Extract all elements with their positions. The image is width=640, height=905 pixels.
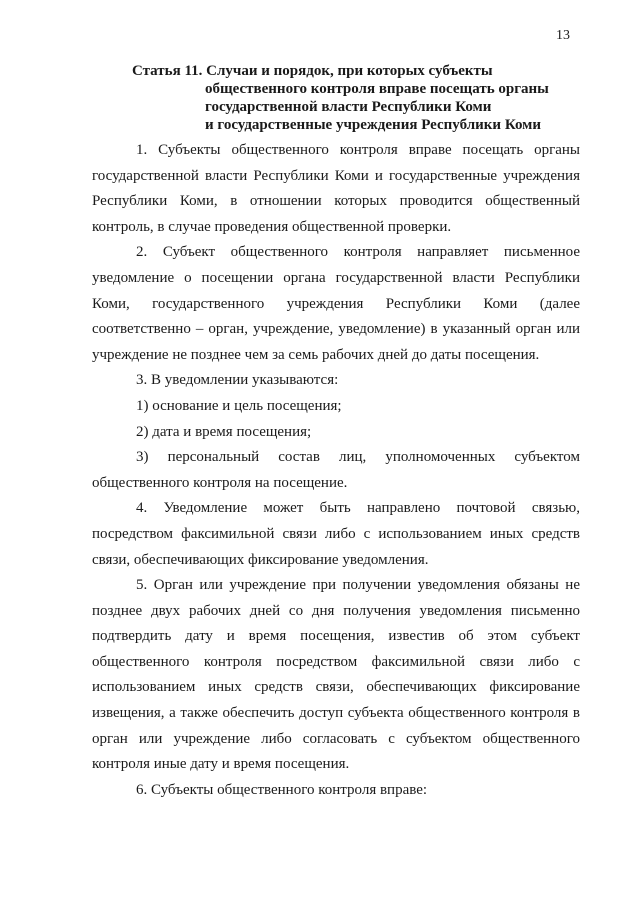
article-body (92, 138, 580, 803)
article-heading (132, 62, 572, 134)
paragraph-4: 4. Уведомление может быть направлено почтовой связью, посредством факсимильной связи либо с использованием иных средств связи, обеспечивающих фиксирование уведомления. (92, 500, 580, 568)
page-number: 13 (556, 28, 570, 43)
paragraph-2: 2. Субъект общественного контроля направляет письменное уведомление о посещении органа государственной власти Республики Коми, государственного учреждения Республики Коми (далее соответственно – орган, учреждение, уведомление) в указанный орган или учреждение не позднее чем за семь рабочих дней до даты посещения. (92, 244, 580, 363)
heading-line-1: Статья 11. Случаи и порядок, при которых субъекты (132, 63, 493, 79)
heading-line-2: общественного контроля вправе посещать органы (205, 81, 549, 97)
paragraph-3: 3. В уведомлении указываются: (136, 372, 339, 389)
paragraph-5: 5. Орган или учреждение при получении уведомления обязаны не позднее двух рабочих дней со дня получения уведомления письменно подтвердить дату и время посещения, известив об этом субъект общественного контроля посредством факсимильной связи либо с использованием иных средств связи, обеспечивающих фиксирование извещения, а также обеспечить доступ субъекта общественного контроля в орган или учреждение либо согласовать с субъектом общественного контроля иные дату и время посещения. (92, 577, 580, 773)
paragraph-1: 1. Субъекты общественного контроля вправе посещать органы государственной власти Республики Коми и государственные учреждения Республики Коми, в отношении которых проводится общественный контроль, в случае проведения общественной проверки. (92, 142, 580, 235)
paragraph-6: 6. Субъекты общественного контроля вправе: (136, 781, 428, 798)
paragraph-3-item-2: 2) дата и время посещения; (136, 423, 312, 440)
heading-line-3: государственной власти Республики Коми (205, 99, 492, 115)
heading-line-4: и государственные учреждения Республики Коми (205, 117, 542, 133)
paragraph-3-item-1: 1) основание и цель посещения; (136, 397, 342, 414)
paragraph-3-item-3: 3) персональный состав лиц, уполномоченных субъектом общественного контроля на посещение. (92, 449, 580, 491)
